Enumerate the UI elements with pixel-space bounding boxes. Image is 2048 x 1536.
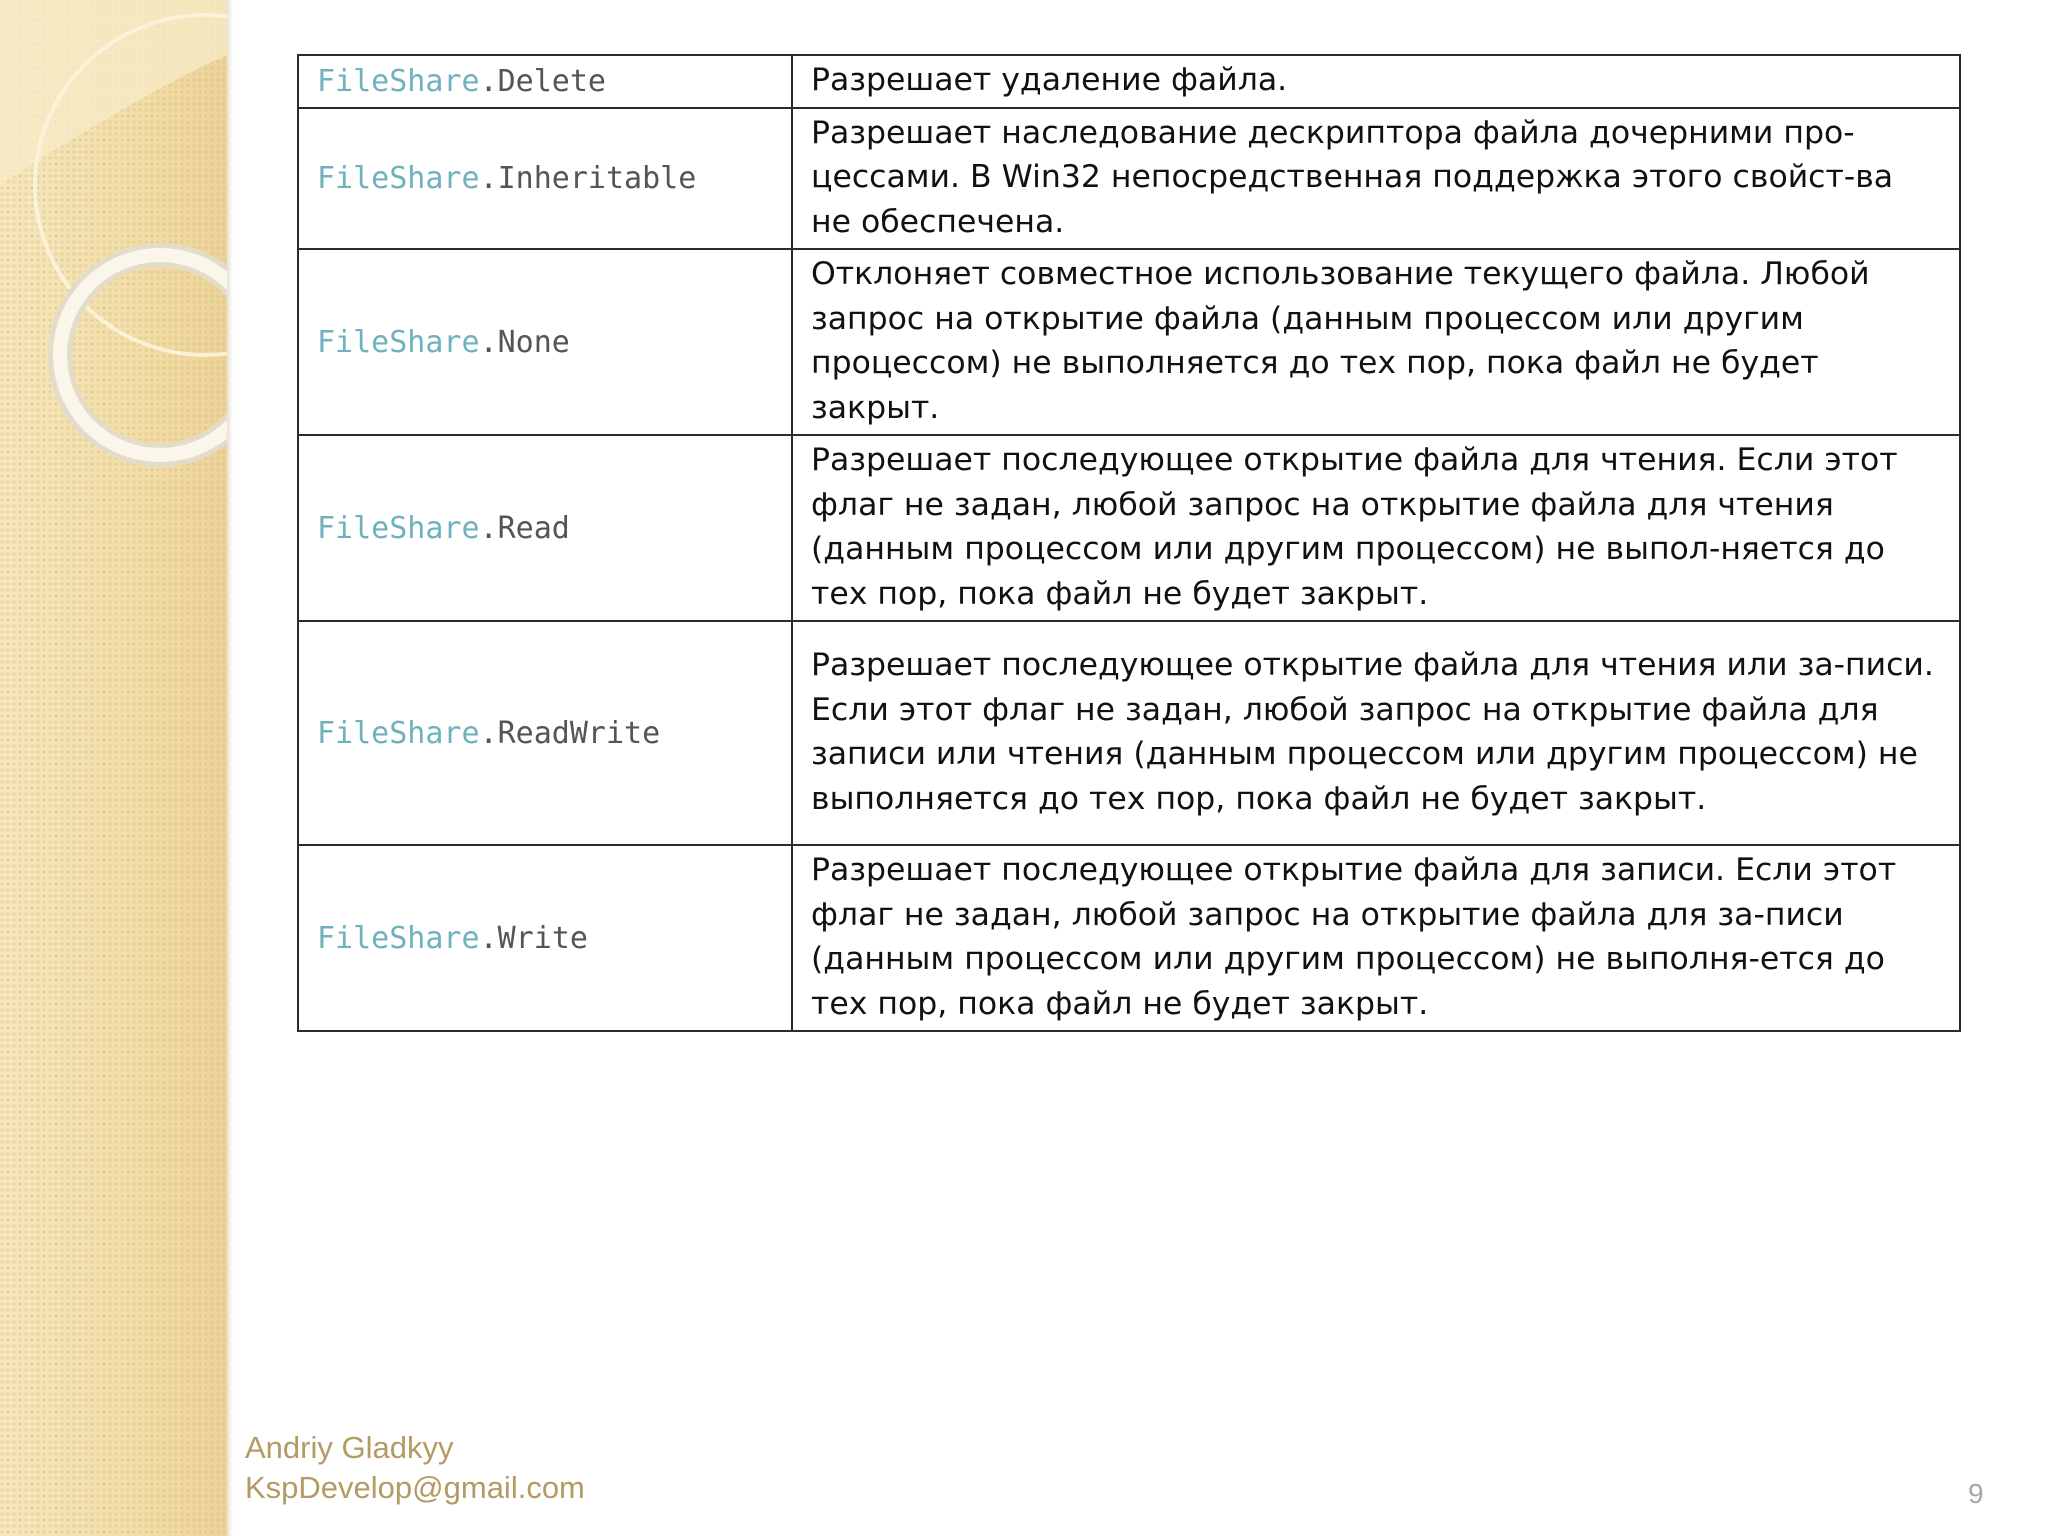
class-name: FileShare [317, 160, 480, 196]
description-cell: Разрешает последующее открытие файла для записи. Если этот флаг не задан, любой запрос на открытие файла для за-писи (данным процессом или другим процессом) не выполня-ется до тех пор, пока файл не будет закрыт. [792, 845, 1960, 1031]
class-name: FileShare [317, 510, 480, 546]
footer-author: Andriy Gladkyy [245, 1430, 454, 1465]
class-name: FileShare [317, 324, 480, 360]
member-name-cell [298, 108, 792, 250]
table-row [298, 621, 1960, 845]
table-row [298, 435, 1960, 621]
table-row [298, 108, 1960, 250]
table-row [298, 55, 1960, 108]
page-number: 9 [1968, 1478, 1984, 1509]
member-name-cell [298, 435, 792, 621]
description-cell: Разрешает последующее открытие файла для чтения или за-писи. Если этот флаг не задан, любой запрос на открытие файла для записи или чтения (данным процессом или другим процессом) не выполняется до тех пор, пока файл не будет закрыт. [792, 621, 1960, 845]
member-name: .ReadWrite [479, 715, 661, 751]
description-cell: Разрешает наследование дескриптора файла дочерними про-цессами. В Win32 непосредственная поддержка этого свойст-ва не обеспечена. [792, 108, 1960, 250]
sidebar-shadow [227, 0, 233, 1536]
fileshare-table [297, 54, 1961, 1032]
member-name-cell [298, 621, 792, 845]
member-name: .Write [479, 920, 588, 956]
footer-email: KspDevelop@gmail.com [245, 1470, 585, 1505]
member-name-cell [298, 55, 792, 108]
member-name: .Read [479, 510, 570, 546]
member-name: .None [479, 324, 570, 360]
fileshare-table-container [297, 54, 1961, 1032]
description-cell: Разрешает последующее открытие файла для чтения. Если этот флаг не задан, любой запрос на открытие файла для чтения (данным процессом или другим процессом) не выпол-няется до тех пор, пока файл не будет закрыт. [792, 435, 1960, 621]
table-row [298, 249, 1960, 435]
member-name-cell [298, 845, 792, 1031]
class-name: FileShare [317, 63, 480, 99]
class-name: FileShare [317, 715, 480, 751]
class-name: FileShare [317, 920, 480, 956]
decorative-rings [0, 0, 227, 520]
decorative-sidebar [0, 0, 227, 1536]
table-row [298, 845, 1960, 1031]
description-cell: Отклоняет совместное использование текущего файла. Любой запрос на открытие файла (данным процессом или другим процессом) не выполняется до тех пор, пока файл не будет закрыт. [792, 249, 1960, 435]
member-name: .Delete [479, 63, 606, 99]
description-cell: Разрешает удаление файла. [792, 55, 1960, 108]
member-name-cell [298, 249, 792, 435]
member-name: .Inheritable [479, 160, 697, 196]
